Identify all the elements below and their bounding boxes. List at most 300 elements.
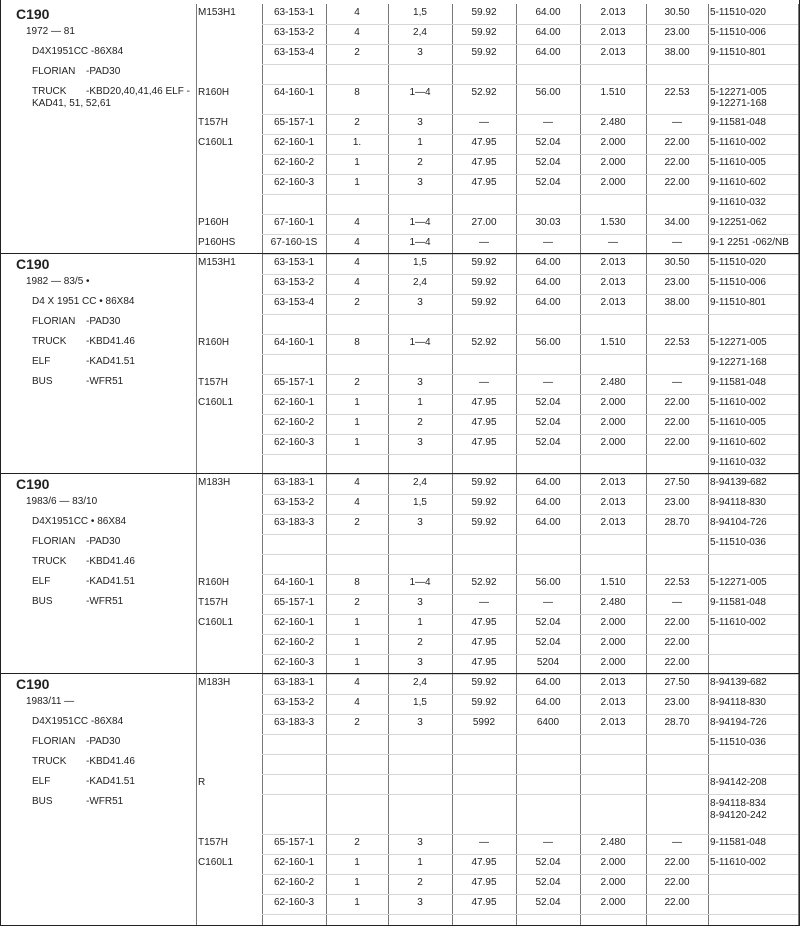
cell-part: 62-160-3: [273, 657, 315, 668]
cell-c: 2.480: [600, 377, 626, 388]
cell-b: 52.04: [535, 857, 561, 868]
cell-qty: 2: [354, 117, 360, 128]
cell-d: 30.50: [664, 7, 690, 18]
vehicle-code: -KAD41.51: [86, 356, 135, 367]
vehicle-name: BUS: [32, 596, 53, 607]
vehicle-name: ELF: [32, 576, 51, 587]
row-divider: [262, 414, 798, 415]
cell-a: 52.92: [471, 87, 497, 98]
row-divider: [262, 694, 798, 695]
cell-a: 47.95: [471, 417, 497, 428]
cell-part: 63-183-3: [273, 517, 315, 528]
cell-c: 2.000: [600, 617, 626, 628]
cell-c: 2.000: [600, 877, 626, 888]
cell-c: 2.000: [600, 177, 626, 188]
production-period: 1983/6 — 83/10: [26, 496, 98, 507]
cell-oem: 5-11510-036: [710, 737, 766, 748]
application-section: [0, 673, 800, 926]
cell-b: 52.04: [535, 397, 561, 408]
column-divider: [708, 4, 709, 253]
cell-qty: 2: [354, 717, 360, 728]
cell-qty: 1: [354, 157, 360, 168]
row-divider: [262, 654, 798, 655]
cell-a: 59.92: [471, 257, 497, 268]
cell-type: C160L1: [198, 397, 234, 408]
cell-a: 47.95: [471, 437, 497, 448]
cell-oem: 5-11510-036: [710, 537, 766, 548]
cell-qty: 1: [354, 657, 360, 668]
cell-part: 63-153-4: [273, 47, 315, 58]
cell-b: 52.04: [535, 137, 561, 148]
model-name: C190: [16, 256, 50, 272]
cell-part: 63-153-2: [273, 27, 315, 38]
cell-pos: 1—4: [409, 217, 431, 228]
vehicle-code: -PAD30: [86, 736, 121, 747]
cell-b: 5204: [536, 657, 560, 668]
cell-type: P160H: [198, 217, 229, 228]
cell-pos: 3: [417, 837, 423, 848]
cell-b: 30.03: [535, 217, 561, 228]
cell-b: 52.04: [535, 157, 561, 168]
engine-spec: D4X1951CC -86X84: [32, 46, 124, 57]
cell-b: 56.00: [535, 87, 561, 98]
cell-a: —: [479, 597, 489, 608]
cell-c: 2.000: [600, 437, 626, 448]
cell-d: —: [672, 837, 682, 848]
row-divider: [262, 774, 798, 775]
cell-c: —: [608, 237, 618, 248]
cell-type: R160H: [198, 87, 230, 98]
cell-oem: 5-12271-005: [710, 577, 767, 588]
cell-qty: 4: [354, 697, 360, 708]
cell-d: 22.00: [664, 157, 690, 168]
cell-c: 2.013: [600, 717, 626, 728]
cell-qty: 4: [354, 277, 360, 288]
cell-oem: 9-11610-602: [710, 177, 766, 188]
cell-part: 63-153-2: [273, 697, 315, 708]
vehicle-code: -KBD41.46: [86, 336, 135, 347]
cell-oem: 5-11610-005: [710, 417, 766, 428]
cell-part: 63-153-4: [273, 297, 315, 308]
cell-d: 22.53: [664, 337, 690, 348]
cell-c: 2.480: [600, 117, 626, 128]
cell-oem: 8-94139-682: [710, 477, 767, 488]
cell-c: 1.510: [600, 337, 626, 348]
cell-oem: 8-94139-682: [710, 677, 767, 688]
cell-type: C160L1: [198, 857, 234, 868]
cell-a: 27.00: [471, 217, 497, 228]
cell-d: 22.00: [664, 897, 690, 908]
row-divider: [262, 854, 798, 855]
row-divider: [262, 574, 798, 575]
cell-part: 67-160-1: [273, 217, 315, 228]
cell-part: 65-157-1: [273, 597, 315, 608]
cell-oem: 9-12271-168: [710, 357, 767, 368]
cell-qty: 4: [354, 497, 360, 508]
cell-part: 63-153-2: [273, 277, 315, 288]
cell-b: 64.00: [535, 497, 561, 508]
vehicle-name: ELF: [32, 356, 51, 367]
cell-b: 64.00: [535, 7, 561, 18]
cell-type: C160L1: [198, 137, 234, 148]
cell-d: —: [672, 117, 682, 128]
cell-part: 65-157-1: [273, 117, 315, 128]
cell-pos: 3: [417, 437, 423, 448]
cell-d: 23.00: [664, 277, 690, 288]
cell-a: 59.92: [471, 47, 497, 58]
cell-c: 1.510: [600, 87, 626, 98]
cell-part: 63-183-3: [273, 717, 315, 728]
column-divider: [196, 474, 197, 673]
row-divider: [262, 274, 798, 275]
cell-type: M153H1: [198, 257, 236, 268]
cell-d: 22.53: [664, 87, 690, 98]
cell-a: 59.92: [471, 477, 497, 488]
cell-pos: 3: [417, 47, 423, 58]
row-divider: [262, 634, 798, 635]
cell-a: 59.92: [471, 277, 497, 288]
cell-c: 2.480: [600, 837, 626, 848]
cell-c: 2.013: [600, 7, 626, 18]
cell-b: 52.04: [535, 897, 561, 908]
engine-spec: D4 X 1951 CC • 86X84: [32, 296, 135, 307]
row-divider: [262, 174, 798, 175]
vehicle-code: -WFR51: [86, 596, 124, 607]
cell-b: 52.04: [535, 177, 561, 188]
cell-part: 63-183-1: [273, 477, 315, 488]
cell-qty: 1: [354, 177, 360, 188]
row-divider: [262, 234, 798, 235]
cell-pos: 1—4: [409, 237, 431, 248]
row-divider: [262, 134, 798, 135]
vehicle-name: TRUCK: [32, 336, 67, 347]
vehicle-code: -WFR51: [86, 376, 124, 387]
cell-part: 62-160-1: [273, 617, 315, 628]
cell-oem: 9-11581-048: [710, 377, 766, 388]
row-divider: [262, 594, 798, 595]
cell-part: 62-160-1: [273, 397, 315, 408]
cell-d: 22.00: [664, 177, 690, 188]
cell-qty: 2: [354, 47, 360, 58]
cell-a: 47.95: [471, 157, 497, 168]
cell-oem: 9-11581-048: [710, 117, 766, 128]
cell-d: —: [672, 237, 682, 248]
cell-d: 22.53: [664, 577, 690, 588]
cell-a: 5992: [472, 717, 496, 728]
cell-a: 47.95: [471, 637, 497, 648]
cell-pos: 3: [417, 177, 423, 188]
cell-c: 2.013: [600, 257, 626, 268]
cell-b: 64.00: [535, 27, 561, 38]
cell-qty: 4: [354, 257, 360, 268]
cell-d: 34.00: [664, 217, 690, 228]
cell-oem: 9-12251-062: [710, 217, 767, 228]
cell-part: 62-160-2: [273, 877, 315, 888]
cell-qty: 4: [354, 217, 360, 228]
application-section: [0, 4, 800, 253]
vehicle-name: BUS: [32, 376, 53, 387]
cell-d: 22.00: [664, 617, 690, 628]
cell-pos: 1—4: [409, 577, 431, 588]
cell-c: 2.013: [600, 697, 626, 708]
row-divider: [262, 334, 798, 335]
cell-a: 47.95: [471, 137, 497, 148]
cell-part: 63-153-1: [273, 7, 315, 18]
cell-part: 65-157-1: [273, 377, 315, 388]
row-divider: [262, 354, 798, 355]
cell-pos: 3: [417, 117, 423, 128]
cell-d: 28.70: [664, 517, 690, 528]
cell-d: 22.00: [664, 637, 690, 648]
cell-pos: 2,4: [413, 677, 427, 688]
cell-oem: 8-94118-830: [710, 697, 766, 708]
cell-b: —: [543, 597, 553, 608]
cell-type: M183H: [198, 477, 231, 488]
cell-pos: 3: [417, 377, 423, 388]
cell-qty: 4: [354, 477, 360, 488]
cell-qty: 1: [354, 437, 360, 448]
vehicle-name: BUS: [32, 796, 53, 807]
row-divider: [262, 314, 798, 315]
cell-a: 59.92: [471, 27, 497, 38]
cell-part: 62-160-3: [273, 897, 315, 908]
cell-pos: 2,4: [413, 277, 427, 288]
cell-qty: 8: [354, 87, 360, 98]
cell-part: 62-160-3: [273, 437, 315, 448]
cell-oem: 5-11510-006: [710, 27, 766, 38]
model-name: C190: [16, 6, 50, 22]
cell-part: 62-160-1: [273, 857, 315, 868]
application-section: [0, 473, 800, 673]
vehicle-name: TRUCK: [32, 556, 67, 567]
cell-d: 23.00: [664, 27, 690, 38]
cell-d: 38.00: [664, 297, 690, 308]
cell-oem: 9-11610-032: [710, 197, 766, 208]
vehicle-code: -PAD30: [86, 316, 121, 327]
row-divider: [262, 734, 798, 735]
row-divider: [262, 894, 798, 895]
cell-b: 64.00: [535, 47, 561, 58]
cell-type: T157H: [198, 377, 229, 388]
cell-qty: 1: [354, 637, 360, 648]
cell-a: 47.95: [471, 177, 497, 188]
row-divider: [262, 834, 798, 835]
row-divider: [262, 24, 798, 25]
cell-oem: 5-11610-002: [710, 617, 766, 628]
cell-pos: 1—4: [409, 337, 431, 348]
cell-c: 2.000: [600, 397, 626, 408]
engine-spec: D4X1951CC • 86X84: [32, 516, 127, 527]
row-divider: [262, 394, 798, 395]
cell-c: 2.000: [600, 137, 626, 148]
cell-b: —: [543, 117, 553, 128]
model-name: C190: [16, 676, 50, 692]
cell-c: 2.013: [600, 677, 626, 688]
cell-d: 22.00: [664, 877, 690, 888]
cell-d: 22.00: [664, 397, 690, 408]
cell-oem: 5-12271-005: [710, 337, 767, 348]
cell-a: 52.92: [471, 577, 497, 588]
cell-pos: 1,5: [413, 497, 427, 508]
cell-b: 56.00: [535, 577, 561, 588]
cell-d: 22.00: [664, 657, 690, 668]
cell-part: 65-157-1: [273, 837, 315, 848]
cell-qty: 8: [354, 337, 360, 348]
row-divider: [262, 914, 798, 915]
cell-b: 56.00: [535, 337, 561, 348]
cell-oem: 9-11610-032: [710, 457, 766, 468]
cell-pos: 1,5: [413, 7, 427, 18]
row-divider: [262, 64, 798, 65]
cell-oem: 5-12271-005: [710, 87, 767, 98]
cell-b: —: [543, 377, 553, 388]
cell-oem: 8-94118-834: [710, 798, 766, 809]
cell-d: 22.00: [664, 137, 690, 148]
vehicle-code: -PAD30: [86, 536, 121, 547]
cell-a: 59.92: [471, 297, 497, 308]
cell-pos: 1: [417, 137, 423, 148]
cell-oem: 8-94142-208: [710, 777, 767, 788]
vehicle-code: -KBD41.46: [86, 756, 135, 767]
cell-qty: 1: [354, 857, 360, 868]
cell-pos: 2,4: [413, 27, 427, 38]
column-divider: [196, 674, 197, 926]
row-divider: [262, 874, 798, 875]
cell-type: P160HS: [198, 237, 236, 248]
cell-a: 47.95: [471, 657, 497, 668]
cell-part: 67-160-1S: [270, 237, 318, 248]
cell-qty: 2: [354, 517, 360, 528]
cell-b: 52.04: [535, 417, 561, 428]
cell-b: 64.00: [535, 297, 561, 308]
cell-part: 64-160-1: [273, 87, 315, 98]
cell-oem: 8-94194-726: [710, 717, 767, 728]
row-divider: [262, 514, 798, 515]
cell-oem: 9-11581-048: [710, 597, 766, 608]
vehicle-name: FLORIAN: [32, 316, 76, 327]
vehicle-code: -KAD41.51: [86, 576, 135, 587]
model-name: C190: [16, 476, 50, 492]
cell-oem: 9-1 2251 -062/NB: [710, 237, 789, 248]
cell-type: R160H: [198, 577, 230, 588]
cell-oem: 8-94104-726: [710, 517, 767, 528]
vehicle-code: -KAD41.51: [86, 776, 135, 787]
cell-b: 52.04: [535, 437, 561, 448]
row-divider: [262, 154, 798, 155]
cell-pos: 3: [417, 517, 423, 528]
vehicle-name: TRUCK: [32, 86, 67, 97]
cell-a: —: [479, 837, 489, 848]
cell-type: T157H: [198, 837, 229, 848]
cell-oem: 5-11510-020: [710, 257, 766, 268]
cell-oem: 5-11610-002: [710, 857, 766, 868]
cell-pos: 3: [417, 597, 423, 608]
cell-oem: 9-11610-602: [710, 437, 766, 448]
cell-part: 63-153-2: [273, 497, 315, 508]
row-divider: [262, 534, 798, 535]
cell-a: 47.95: [471, 397, 497, 408]
row-divider: [262, 114, 798, 115]
cell-type: M153H1: [198, 7, 236, 18]
row-divider: [262, 374, 798, 375]
cell-type: R: [198, 777, 206, 788]
row-divider: [262, 454, 798, 455]
cell-pos: 1,5: [413, 697, 427, 708]
cell-a: —: [479, 377, 489, 388]
cell-part: 62-160-2: [273, 157, 315, 168]
cell-qty: 1: [354, 617, 360, 628]
cell-a: 47.95: [471, 857, 497, 868]
cell-b: 52.04: [535, 637, 561, 648]
vehicle-name: FLORIAN: [32, 736, 76, 747]
engine-spec: D4X1951CC -86X84: [32, 716, 124, 727]
cell-pos: 2: [417, 157, 423, 168]
cell-pos: 3: [417, 657, 423, 668]
cell-a: 47.95: [471, 897, 497, 908]
cell-c: 2.000: [600, 637, 626, 648]
cell-a: 59.92: [471, 697, 497, 708]
cell-oem: 5-11610-005: [710, 157, 766, 168]
cell-pos: 3: [417, 897, 423, 908]
cell-c: 1.530: [600, 217, 626, 228]
cell-pos: 2,4: [413, 477, 427, 488]
cell-qty: 4: [354, 677, 360, 688]
row-divider: [262, 84, 798, 85]
cell-a: 59.92: [471, 497, 497, 508]
cell-c: 2.013: [600, 517, 626, 528]
cell-d: 22.00: [664, 417, 690, 428]
production-period: 1982 — 83/5 •: [26, 276, 90, 287]
cell-oem: 9-11510-801: [710, 47, 766, 58]
row-divider: [262, 434, 798, 435]
cell-d: 28.70: [664, 717, 690, 728]
cell-a: —: [479, 117, 489, 128]
vehicle-code: -PAD30: [86, 66, 121, 77]
row-divider: [262, 614, 798, 615]
cell-c: 2.000: [600, 857, 626, 868]
cell-a: 52.92: [471, 337, 497, 348]
cell-pos: 1: [417, 617, 423, 628]
cell-qty: 2: [354, 837, 360, 848]
vehicle-code: -KBD41.46: [86, 556, 135, 567]
production-period: 1972 — 81: [26, 26, 75, 37]
cell-c: 2.000: [600, 157, 626, 168]
cell-pos: 2: [417, 877, 423, 888]
cell-pos: 1: [417, 397, 423, 408]
cell-d: 27.50: [664, 477, 690, 488]
cell-part: 64-160-1: [273, 337, 315, 348]
cell-part: 62-160-3: [273, 177, 315, 188]
cell-c: 2.000: [600, 417, 626, 428]
cell-part: 62-160-1: [273, 137, 315, 148]
vehicle-name: FLORIAN: [32, 536, 76, 547]
cell-type: M183H: [198, 677, 231, 688]
cell-part: 62-160-2: [273, 417, 315, 428]
cell-b: 52.04: [535, 617, 561, 628]
vehicle-code: -KBD20,40,41,46 ELF -KAD41, 51, 52,61: [32, 86, 190, 109]
cell-c: 2.480: [600, 597, 626, 608]
cell-b: 64.00: [535, 677, 561, 688]
cell-qty: 1: [354, 397, 360, 408]
cell-c: 1.510: [600, 577, 626, 588]
application-section: [0, 253, 800, 473]
row-divider: [262, 194, 798, 195]
cell-b: 6400: [536, 717, 560, 728]
cell-d: 27.50: [664, 677, 690, 688]
cell-a: 47.95: [471, 617, 497, 628]
cell-c: 2.013: [600, 297, 626, 308]
cell-b: —: [543, 837, 553, 848]
